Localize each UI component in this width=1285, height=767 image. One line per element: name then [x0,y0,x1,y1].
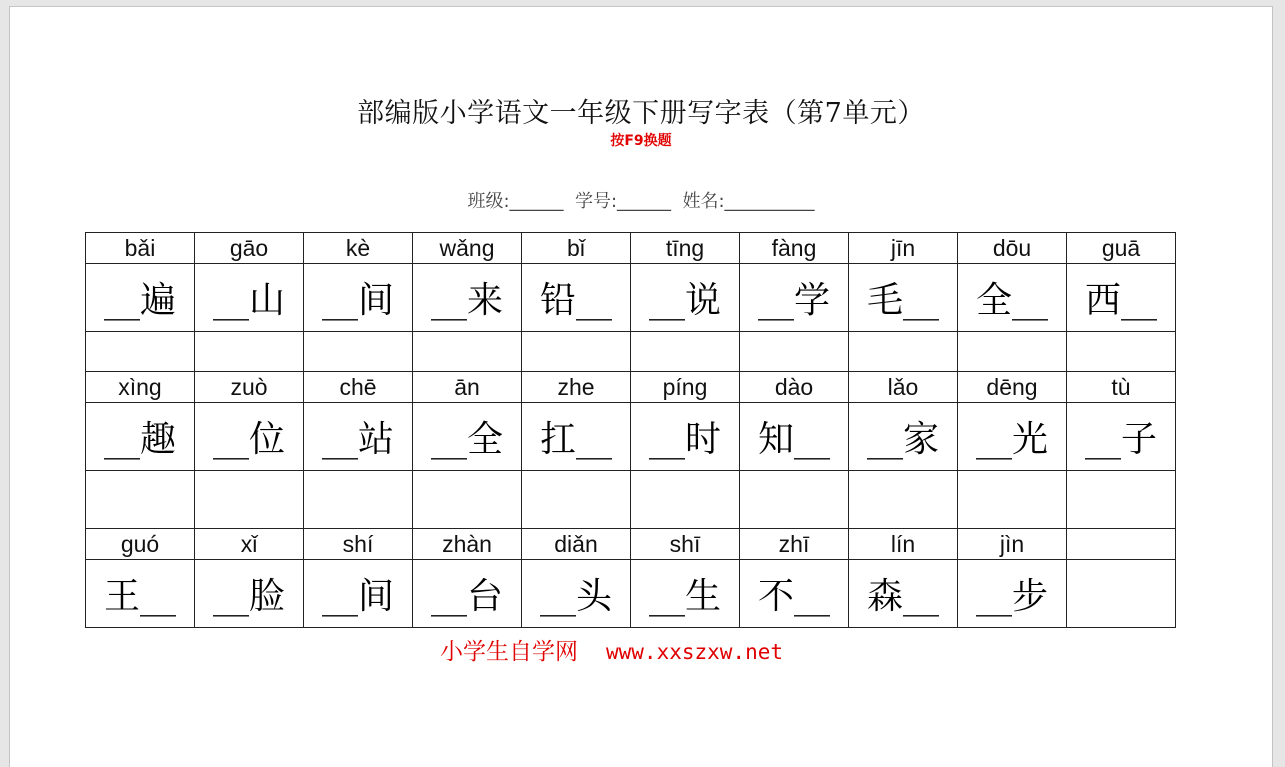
answer-cell[interactable] [740,471,849,529]
pinyin-cell: guā [1067,233,1176,264]
answer-cell[interactable] [1067,332,1176,372]
word-fill-cell[interactable]: __学 [740,264,849,332]
pinyin-cell: zhe [522,372,631,403]
answer-cell[interactable] [195,332,304,372]
pinyin-cell: dào [740,372,849,403]
word-fill-cell[interactable]: __位 [195,403,304,471]
word-fill-cell[interactable]: __时 [631,403,740,471]
word-fill-cell[interactable]: __光 [958,403,1067,471]
pinyin-cell: gāo [195,233,304,264]
word-fill-cell[interactable]: __头 [522,560,631,628]
word-fill-cell[interactable]: __站 [304,403,413,471]
answer-cell[interactable] [304,471,413,529]
word-fill-cell[interactable]: __家 [849,403,958,471]
pinyin-row [86,233,1176,264]
word-fill-cell[interactable]: __间 [304,264,413,332]
answer-cell[interactable] [195,471,304,529]
site-footer [440,633,783,666]
word-fill-cell[interactable] [1067,560,1176,628]
word-row [86,403,1176,471]
word-fill-cell[interactable]: 森__ [849,560,958,628]
pinyin-cell: xìng [86,372,195,403]
pinyin-cell: tù [1067,372,1176,403]
pinyin-cell: lǎo [849,372,958,403]
pinyin-cell: wǎng [413,233,522,264]
word-fill-cell[interactable]: __脸 [195,560,304,628]
word-fill-cell[interactable]: 不__ [740,560,849,628]
pinyin-cell: guó [86,529,195,560]
pinyin-cell: bǐ [522,233,631,264]
answer-row [86,471,1176,529]
pinyin-cell: zhàn [413,529,522,560]
answer-cell[interactable] [849,332,958,372]
answer-cell[interactable] [958,332,1067,372]
word-fill-cell[interactable]: __说 [631,264,740,332]
pinyin-cell [1067,529,1176,560]
site-name: 小学生自学网 [440,639,578,665]
word-fill-cell[interactable]: 扛__ [522,403,631,471]
answer-cell[interactable] [522,471,631,529]
writing-table [85,232,1176,628]
word-fill-cell[interactable]: __生 [631,560,740,628]
pinyin-cell: píng [631,372,740,403]
pinyin-cell: shī [631,529,740,560]
pinyin-cell: bǎi [86,233,195,264]
pinyin-row [86,372,1176,403]
pinyin-cell: dōu [958,233,1067,264]
word-fill-cell[interactable]: 西__ [1067,264,1176,332]
pinyin-cell: dēng [958,372,1067,403]
word-fill-cell[interactable]: 王__ [86,560,195,628]
word-fill-cell[interactable]: __台 [413,560,522,628]
word-fill-cell[interactable]: __山 [195,264,304,332]
answer-cell[interactable] [86,471,195,529]
document-page [9,6,1273,767]
word-fill-cell[interactable]: __子 [1067,403,1176,471]
pinyin-cell: lín [849,529,958,560]
site-url[interactable]: www.xxszxw.net [606,640,784,664]
window-edge [1273,0,1285,753]
answer-cell[interactable] [958,471,1067,529]
word-row [86,560,1176,628]
word-fill-cell[interactable]: __步 [958,560,1067,628]
pinyin-cell: zuò [195,372,304,403]
pinyin-cell: diǎn [522,529,631,560]
word-fill-cell[interactable]: 毛__ [849,264,958,332]
word-row [86,264,1176,332]
word-fill-cell[interactable]: 知__ [740,403,849,471]
pinyin-cell: jìn [958,529,1067,560]
pinyin-cell: xǐ [195,529,304,560]
answer-cell[interactable] [631,332,740,372]
pinyin-cell: tīng [631,233,740,264]
pinyin-row [86,529,1176,560]
pinyin-cell: chē [304,372,413,403]
answer-cell[interactable] [413,471,522,529]
word-fill-cell[interactable]: __全 [413,403,522,471]
word-fill-cell[interactable]: __遍 [86,264,195,332]
pinyin-cell: fàng [740,233,849,264]
pinyin-cell: shí [304,529,413,560]
refresh-hint: 按F9换题 [610,133,672,149]
word-fill-cell[interactable]: __间 [304,560,413,628]
word-fill-cell[interactable]: __来 [413,264,522,332]
answer-cell[interactable] [1067,471,1176,529]
page-title: 部编版小学语文一年级下册写字表（第7单元） [357,98,925,129]
pinyin-cell: zhī [740,529,849,560]
answer-cell[interactable] [522,332,631,372]
answer-cell[interactable] [631,471,740,529]
pinyin-cell: kè [304,233,413,264]
answer-cell[interactable] [304,332,413,372]
word-fill-cell[interactable]: 铅__ [522,264,631,332]
word-fill-cell[interactable]: 全__ [958,264,1067,332]
answer-cell[interactable] [740,332,849,372]
answer-cell[interactable] [86,332,195,372]
answer-cell[interactable] [413,332,522,372]
student-info-line: 班级:______ 学号:______ 姓名:__________ [467,191,815,212]
pinyin-cell: jīn [849,233,958,264]
word-fill-cell[interactable]: __趣 [86,403,195,471]
answer-cell[interactable] [849,471,958,529]
pinyin-cell: ān [413,372,522,403]
answer-row [86,332,1176,372]
